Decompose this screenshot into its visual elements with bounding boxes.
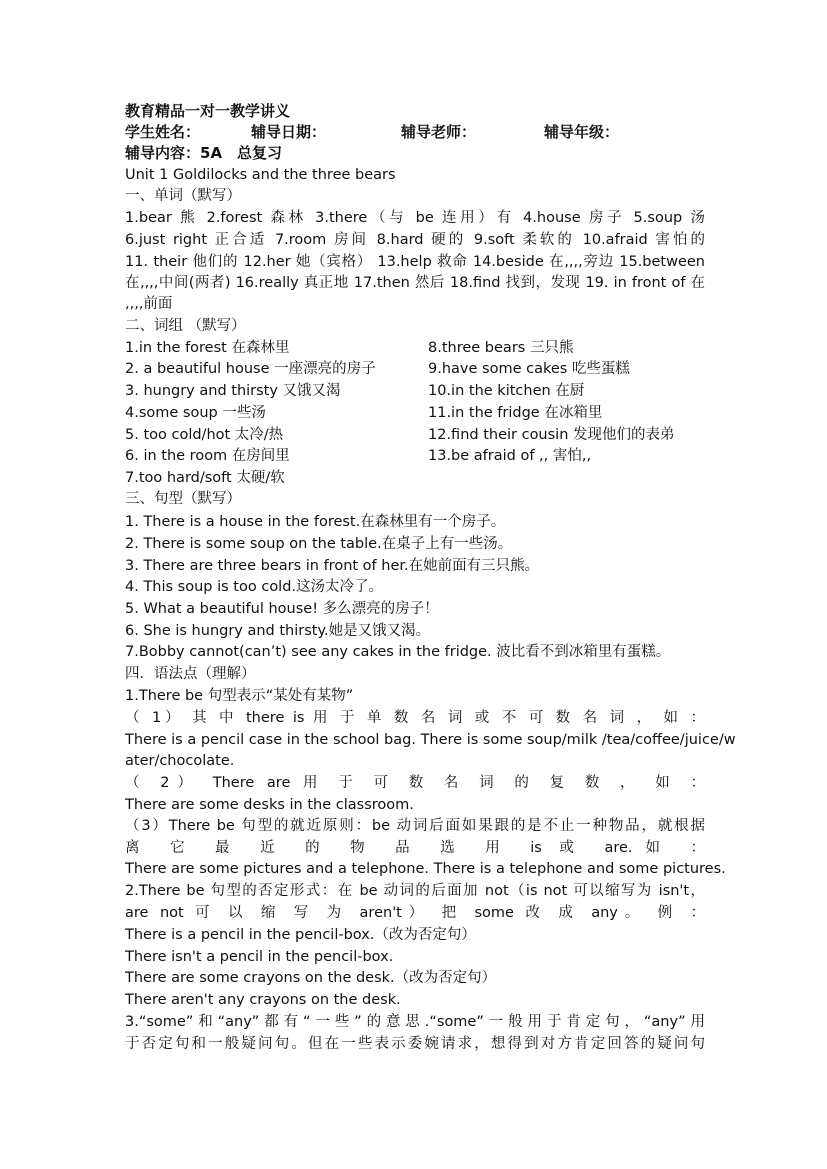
section-heading-phrases: 二、词组 （默写） [125, 318, 246, 334]
grammar-line: 2.There be 句型的否定形式：在 be 动词的后面加 not（is not 可以缩写为 isn't， [125, 883, 705, 899]
sentence-line: 1. There is a house in the forest.在森林里有一个房子。 [125, 514, 506, 530]
sentence-line: 6. She is hungry and thirsty.她是又饿又渴。 [125, 623, 431, 639]
sentence-line: 7.Bobby cannot(can’t) see any cakes in the fridge. 波比看不到冰箱里有蛋糕。 [125, 644, 671, 660]
phrase-row [125, 359, 705, 380]
tutor-teacher-label: 辅导老师： [401, 123, 477, 141]
sentence-line: 3. There are three bears in front of her.在她前面有三只熊。 [125, 558, 540, 574]
grammar-line: There is a pencil case in the school bag. There is some soup/milk /tea/coffee/juice/w [125, 732, 736, 748]
phrase-row [125, 403, 705, 424]
grammar-line: 1.There be 句型表示“某处有某物” [125, 688, 354, 704]
section-heading-sentences: 三、句型（默写） [125, 491, 241, 507]
grammar-line: （ 1） 其 中 there is 用 于 单 数 名 词 或 不 可 数 名 词 ， 如 ： [125, 710, 705, 726]
grammar-line: There are some crayons on the desk.（改为否定句） [125, 970, 497, 986]
section-heading-words: 一、单词（默写） [125, 188, 241, 204]
phrase-item: 9.have some cakes 吃些蛋糕 [428, 361, 630, 377]
sentence-line: 4. This soup is too cold.这汤太冷了。 [125, 579, 384, 595]
words-line: 1.bear 熊 2.forest 森林 3.there（与 be 连用）有 4.house 房子 5.soup 汤 [125, 210, 705, 226]
phrase-item: 1.in the forest 在森林里 [125, 340, 290, 356]
phrase-row [125, 446, 705, 467]
phrase-row [125, 425, 705, 446]
phrase-item: 10.in the kitchen 在厨 [428, 383, 585, 399]
phrase-item: 13.be afraid of ,, 害怕,, [428, 448, 592, 464]
words-line: 在,,,,中间(两者) 16.really 真正地 17.then 然后 18.find 找到，发现 19. in front of 在 [125, 275, 705, 291]
student-name-label: 学生姓名： [125, 123, 201, 141]
phrase-item: 6. in the room 在房间里 [125, 448, 290, 464]
doc-title: 教育精品一对一教学讲义 [125, 102, 291, 120]
tutor-content: 辅导内容：5A 总复习 [125, 144, 283, 162]
tutor-grade-label: 辅导年级： [544, 123, 620, 141]
phrase-item: 7.too hard/soft 太硬/软 [125, 470, 285, 486]
grammar-line: 于否定句和一般疑问句。但在一些表示委婉请求，想得到对方肯定回答的疑问句 [125, 1036, 705, 1052]
grammar-line: There are some pictures and a telephone. There is a telephone and some pictures. [125, 861, 726, 877]
grammar-line: There isn't a pencil in the pencil-box. [125, 949, 394, 965]
words-line: 11. their 他们的 12.her 她（宾格） 13.help 救命 14.beside 在,,,,旁边 15.between [125, 254, 705, 270]
grammar-line: There is a pencil in the pencil-box.（改为否定句） [125, 927, 476, 943]
sentence-line: 5. What a beautiful house! 多么漂亮的房子！ [125, 601, 439, 617]
grammar-line: 离 它 最 近 的 物 品 选 用 is 或 are.如 ： [125, 840, 705, 856]
phrase-item: 11.in the fridge 在冰箱里 [428, 405, 603, 421]
grammar-line: ater/chocolate. [125, 753, 235, 769]
tutor-date-label: 辅导日期： [251, 123, 327, 141]
section-heading-grammar: 四．语法点（理解） [125, 666, 256, 682]
phrase-item: 5. too cold/hot 太冷/热 [125, 427, 284, 443]
grammar-line: （3）There be 句型的就近原则：be 动词后面如果跟的是不止一种物品，就根据 [125, 818, 705, 834]
phrase-item: 8.three bears 三只熊 [428, 340, 574, 356]
unit-title: Unit 1 Goldilocks and the three bears [125, 167, 396, 183]
phrase-item: 12.find their cousin 发现他们的表弟 [428, 427, 675, 443]
phrase-item: 4.some soup 一些汤 [125, 405, 266, 421]
grammar-line: are not 可 以 缩 写 为 aren't） 把 some 改 成 any。 例 ： [125, 905, 705, 921]
phrase-item: 3. hungry and thirsty 又饿又渴 [125, 383, 341, 399]
phrase-row [125, 381, 705, 402]
grammar-line: （ 2） There are 用 于 可 数 名 词 的 复 数 ， 如 ： [125, 775, 705, 791]
grammar-line: 3.“some”和“any”都有“一些”的意思.“some”一般用于肯定句，“any”用 [125, 1014, 705, 1030]
sentence-line: 2. There is some soup on the table.在桌子上有一些汤。 [125, 536, 513, 552]
phrase-item: 2. a beautiful house 一座漂亮的房子 [125, 361, 376, 377]
phrase-row [125, 468, 705, 489]
phrase-row [125, 338, 705, 359]
words-line: 6.just right 正合适 7.room 房间 8.hard 硬的 9.soft 柔软的 10.afraid 害怕的 [125, 232, 705, 248]
grammar-line: There aren't any crayons on the desk. [125, 992, 401, 1008]
words-line: ,,,,前面 [125, 296, 173, 312]
grammar-line: There are some desks in the classroom. [125, 797, 414, 813]
